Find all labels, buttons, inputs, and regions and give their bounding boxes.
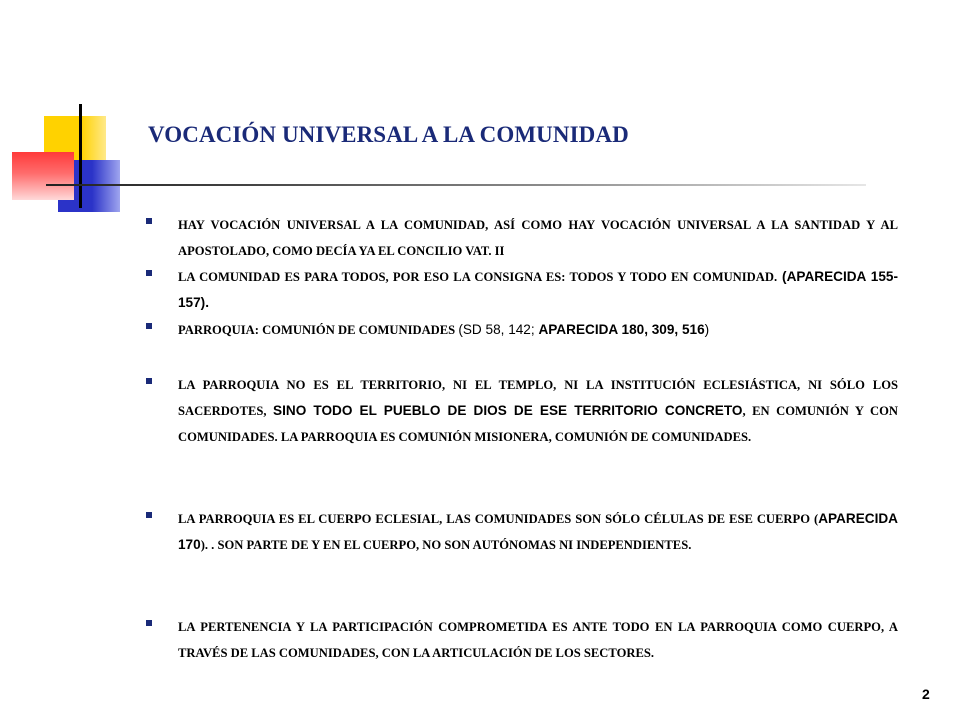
bullet-text: LA PARROQUIA ES EL CUERPO ECLESIAL, LAS COMUNIDADES SON SÓLO CÉLULAS DE ESE CUERPO (APARECIDA 170). . SON PARTE DE Y EN EL CUERPO, NO SON AUTÓNOMAS NI INDEPENDIENTES. [178,511,898,552]
bullet-text: LA PERTENENCIA Y LA PARTICIPACIÓN COMPROMETIDA ES ANTE TODO EN LA PARROQUIA COMO CUERPO, A TRAVÉS DE LAS COMUNIDADES, CON LA ARTICULACIÓN DE LOS SECTORES. [178,620,898,660]
title-decoration [0,0,960,220]
bullet-reference: APARECIDA 180, 309, 516 [538,322,705,337]
bullet-text: HAY VOCACIÓN UNIVERSAL A LA COMUNIDAD, ASÍ COMO HAY VOCACIÓN UNIVERSAL A LA SANTIDAD Y AL APOSTOLADO, COMO DECÍA YA EL CONCILIO VAT. II [178,218,898,258]
square-bullet-icon [146,323,152,329]
bullet-reference: (APARECIDA 155-157). [178,269,898,310]
bullet-item [146,372,898,450]
bullet-text: LA PARROQUIA NO ES EL TERRITORIO, NI EL TEMPLO, NI LA INSTITUCIÓN ECLESIÁSTICA, NI SÓLO LOS SACERDOTES, SINO TODO EL PUEBLO DE DIOS DE ESE TERRITORIO CONCRETO, EN COMUNIÓN Y CON COMUNIDADES. LA PARROQUIA ES COMUNIÓN MISIONERA, COMUNIÓN DE COMUNIDADES. [178,378,899,444]
square-bullet-icon [146,378,152,384]
bullet-item [146,317,898,343]
page-number: 2 [922,686,930,702]
square-bullet-icon [146,620,152,626]
square-bullet-icon [146,270,152,276]
bullet-item [146,614,898,666]
bullet-reference-open: (SD 58, 142; [458,322,539,337]
red-square-decoration [12,152,74,200]
bullet-item [146,212,898,264]
title-underline [46,184,866,186]
bullet-reference-close: ) [704,322,710,337]
bullet-text: PARROQUIA: COMUNIÓN DE COMUNIDADES (SD 58, 142; APARECIDA 180, 309, 516) [178,322,710,337]
square-bullet-icon [146,218,152,224]
slide-title: VOCACIÓN UNIVERSAL A LA COMUNIDAD [148,122,629,147]
bullet-item [146,506,898,558]
square-bullet-icon [146,512,152,518]
vertical-rule [79,104,82,208]
bullet-emphasis: SINO TODO EL PUEBLO DE DIOS DE ESE TERRITORIO CONCRETO [273,403,743,418]
bullet-reference: APARECIDA 170 [178,511,898,552]
bullet-text: LA COMUNIDAD ES PARA TODOS, POR ESO LA CONSIGNA ES: TODOS Y TODO EN COMUNIDAD. (APARECIDA 155-157). [178,269,898,310]
bullet-item [146,264,898,316]
